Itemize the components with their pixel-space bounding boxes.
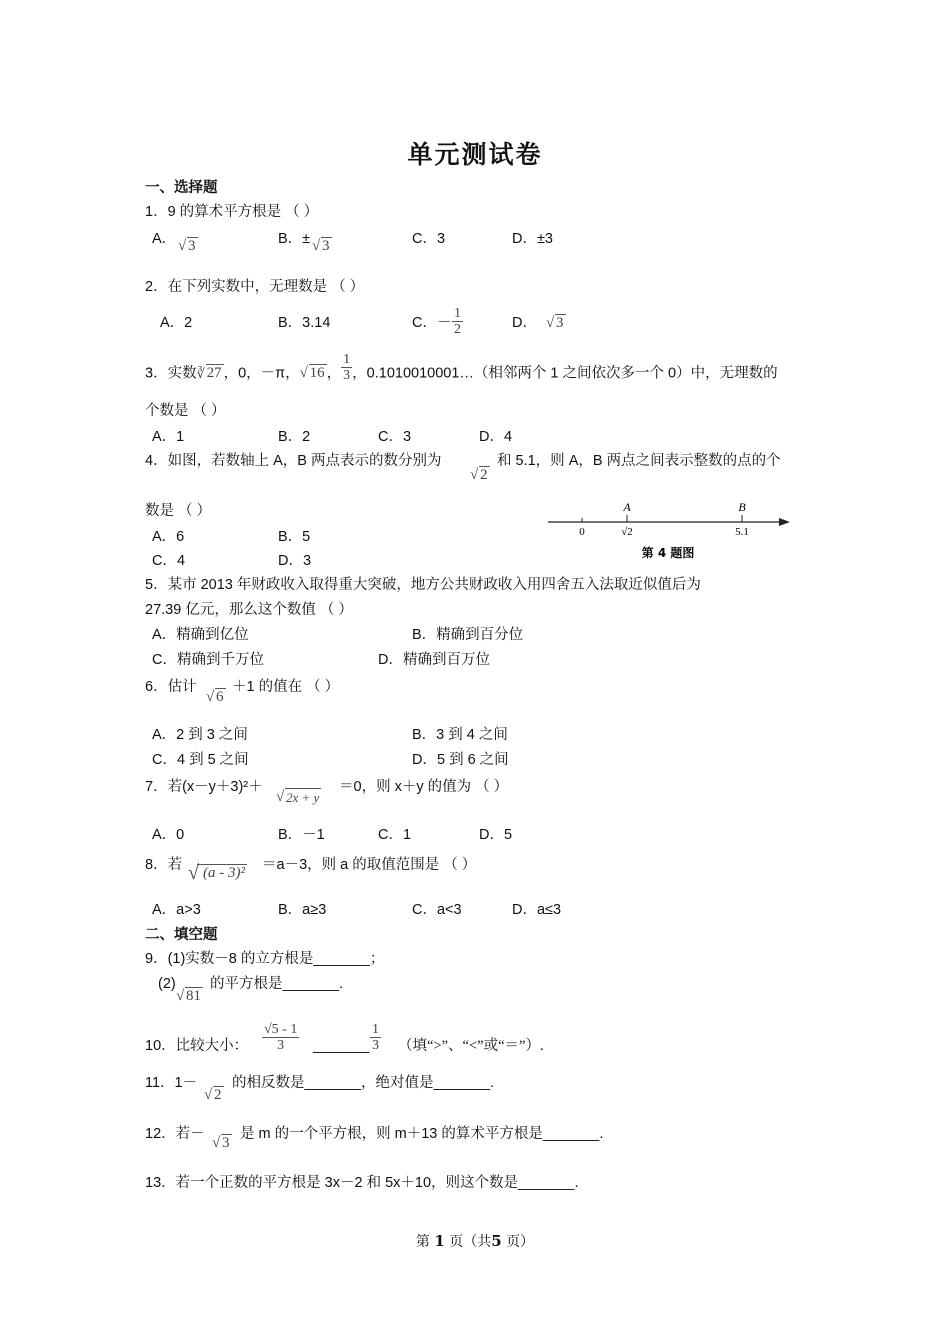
q3-sqrt-16: √ 16 (299, 365, 325, 382)
question-12-stem-b: 是 m 的一个平方根，则 m＋13 的算术平方根是_______. (240, 1126, 604, 1142)
q10-fraction-right: $\frac{1}{3}$ (372, 1022, 379, 1053)
q7-option-b: B．－1 (278, 827, 325, 843)
q8-option-a: A．a>3 (152, 902, 201, 918)
figure-caption: 第 4 题图 (641, 546, 695, 560)
q6-option-a: A．2 到 3 之间 (152, 727, 248, 743)
q2-option-a: A．2 (160, 315, 193, 331)
q7-option-c: C．1 (378, 827, 412, 843)
q4-sqrt-2: √ 2 (470, 467, 488, 483)
q11-sqrt-2: √ 2 (204, 1087, 222, 1103)
q8-option-c: C．a<3 (412, 902, 462, 918)
q9-sqrt-81: √ 81 (176, 988, 201, 1004)
q1-option-b: B．± (278, 231, 311, 247)
q7-option-d: D．5 (479, 827, 513, 843)
q10-instruction: （填“>”、“<”或“＝”）. (398, 1038, 544, 1054)
question-7-stem-b: ＝0，则 x＋y 的值为 （ ） (339, 779, 509, 795)
q4-option-c: C．4 (152, 553, 186, 569)
q1-option-c: C．3 (412, 231, 446, 247)
question-11-stem-a: 11．1－ (145, 1075, 198, 1091)
q6-option-b: B．3 到 4 之间 (412, 727, 508, 743)
page-title: 单元测试卷 (407, 140, 543, 169)
q2-option-c-fraction: $\frac{1}{2}$ (454, 306, 461, 337)
q2-option-d: D． (512, 315, 537, 331)
total-page-count: 5 (491, 1232, 502, 1250)
question-1-stem: 1．9 的算术平方根是 （ ） (145, 204, 319, 220)
q1-option-d: D．±3 (512, 231, 553, 247)
question-4-stem-cont: 和 5.1，则 A，B 两点之间表示整数的点的个 (497, 453, 781, 469)
point-b-label: B (738, 500, 746, 514)
point-a-label: A (623, 500, 631, 514)
q2-option-c: C．－ (412, 315, 452, 331)
q5-option-c: C．精确到千万位 (152, 652, 264, 668)
question-9-part2-label: (2) (158, 976, 176, 992)
zero-label: 0 (579, 526, 585, 538)
q10-blank: _______ (313, 1038, 370, 1054)
current-page-number: 1 (434, 1232, 445, 1250)
page-footer: 第 1 页（共5 页） (415, 1232, 535, 1250)
question-11-stem-b: 的相反数是_______，绝对值是_______. (232, 1075, 494, 1091)
q5-option-b: B．精确到百分位 (412, 627, 524, 643)
q1-option-b-radical: √ 3 (312, 238, 330, 254)
q10-fraction-left: $\frac{√5 - 1}{3}$ (264, 1022, 298, 1053)
question-10-label: 10．比较大小： (145, 1038, 249, 1054)
q8-option-b: B．a≥3 (278, 902, 327, 918)
question-12-stem-a: 12．若－ (145, 1126, 205, 1142)
q3-option-c: C．3 (378, 429, 412, 445)
q4-option-a: A．6 (152, 529, 185, 545)
question-6-stem-b: ＋1 的值在 （ ） (232, 679, 340, 695)
question-3-stem: 3．实数 ∛ 27 ，0，－π， √ 16 ， $\frac{1}{3}$ ，0.1010010001…（相邻两个 1 之间依次多一个 0）中，无理数的 (145, 352, 778, 383)
question-2-stem: 2．在下列实数中，无理数是 （ ） (145, 279, 365, 295)
section-heading-fill: 二、填空题 (145, 927, 218, 943)
q1-option-a: A． (152, 231, 177, 247)
question-8-stem-b: ＝a－3，则 a 的取值范围是 （ ） (262, 857, 477, 873)
section-heading-choice: 一、选择题 (145, 180, 218, 196)
q3-option-d: D．4 (479, 429, 513, 445)
q2-option-b: B．3.14 (278, 315, 331, 331)
q2-option-d-radical: √ 3 (546, 315, 564, 331)
q1-option-a-radical: √ 3 (178, 238, 196, 254)
q3-option-b: B．2 (278, 429, 311, 445)
question-8-stem-a: 8．若 (145, 857, 183, 873)
number-line-figure (545, 497, 795, 563)
q3-fraction: $\frac{1}{3}$ (343, 352, 351, 383)
question-9-line1: 9．(1)实数－8 的立方根是_______； (145, 951, 385, 967)
q5-option-a: A．精确到亿位 (152, 627, 249, 643)
sqrt2-label: √2 (621, 526, 633, 538)
q6-option-d: D．5 到 6 之间 (412, 752, 509, 768)
q3-cube-root: ∛ 27 (196, 365, 222, 382)
question-6-stem-a: 6．估计 (145, 679, 197, 695)
question-4-line2: 数是 （ ） (145, 503, 212, 519)
q4-option-d: D．3 (278, 553, 312, 569)
q8-option-d: D．a≤3 (512, 902, 562, 918)
question-7-stem-a: 7．若(x－y＋3)²＋ (145, 779, 263, 795)
number-line-arrow (779, 518, 790, 526)
q7-radical: √ 2x + y (276, 789, 320, 805)
q8-radical: √ (a - 3)² (188, 862, 245, 884)
question-5-line1: 5．某市 2013 年财政收入取得重大突破，地方公共财政收入用四舍五入法取近似值后为 (145, 577, 701, 593)
question-3-line2: 个数是 （ ） (145, 403, 226, 419)
question-9-part2-text: 的平方根是_______. (210, 976, 343, 992)
q6-sqrt-6: √ 6 (206, 689, 224, 705)
q5-option-d: D．精确到百万位 (378, 652, 490, 668)
q3-option-a: A．1 (152, 429, 185, 445)
question-5-line2: 27.39 亿元，那么这个数值 （ ） (145, 602, 353, 618)
q7-option-a: A．0 (152, 827, 185, 843)
q4-option-b: B．5 (278, 529, 311, 545)
value-5-1-label: 5.1 (735, 526, 749, 538)
question-13-stem: 13．若一个正数的平方根是 3x－2 和 5x＋10，则这个数是_______. (145, 1175, 579, 1191)
question-4-stem: 4．如图，若数轴上 A，B 两点表示的数分别为 (145, 453, 442, 469)
q12-sqrt-3: √ 3 (212, 1135, 230, 1151)
q6-option-c: C．4 到 5 之间 (152, 752, 249, 768)
